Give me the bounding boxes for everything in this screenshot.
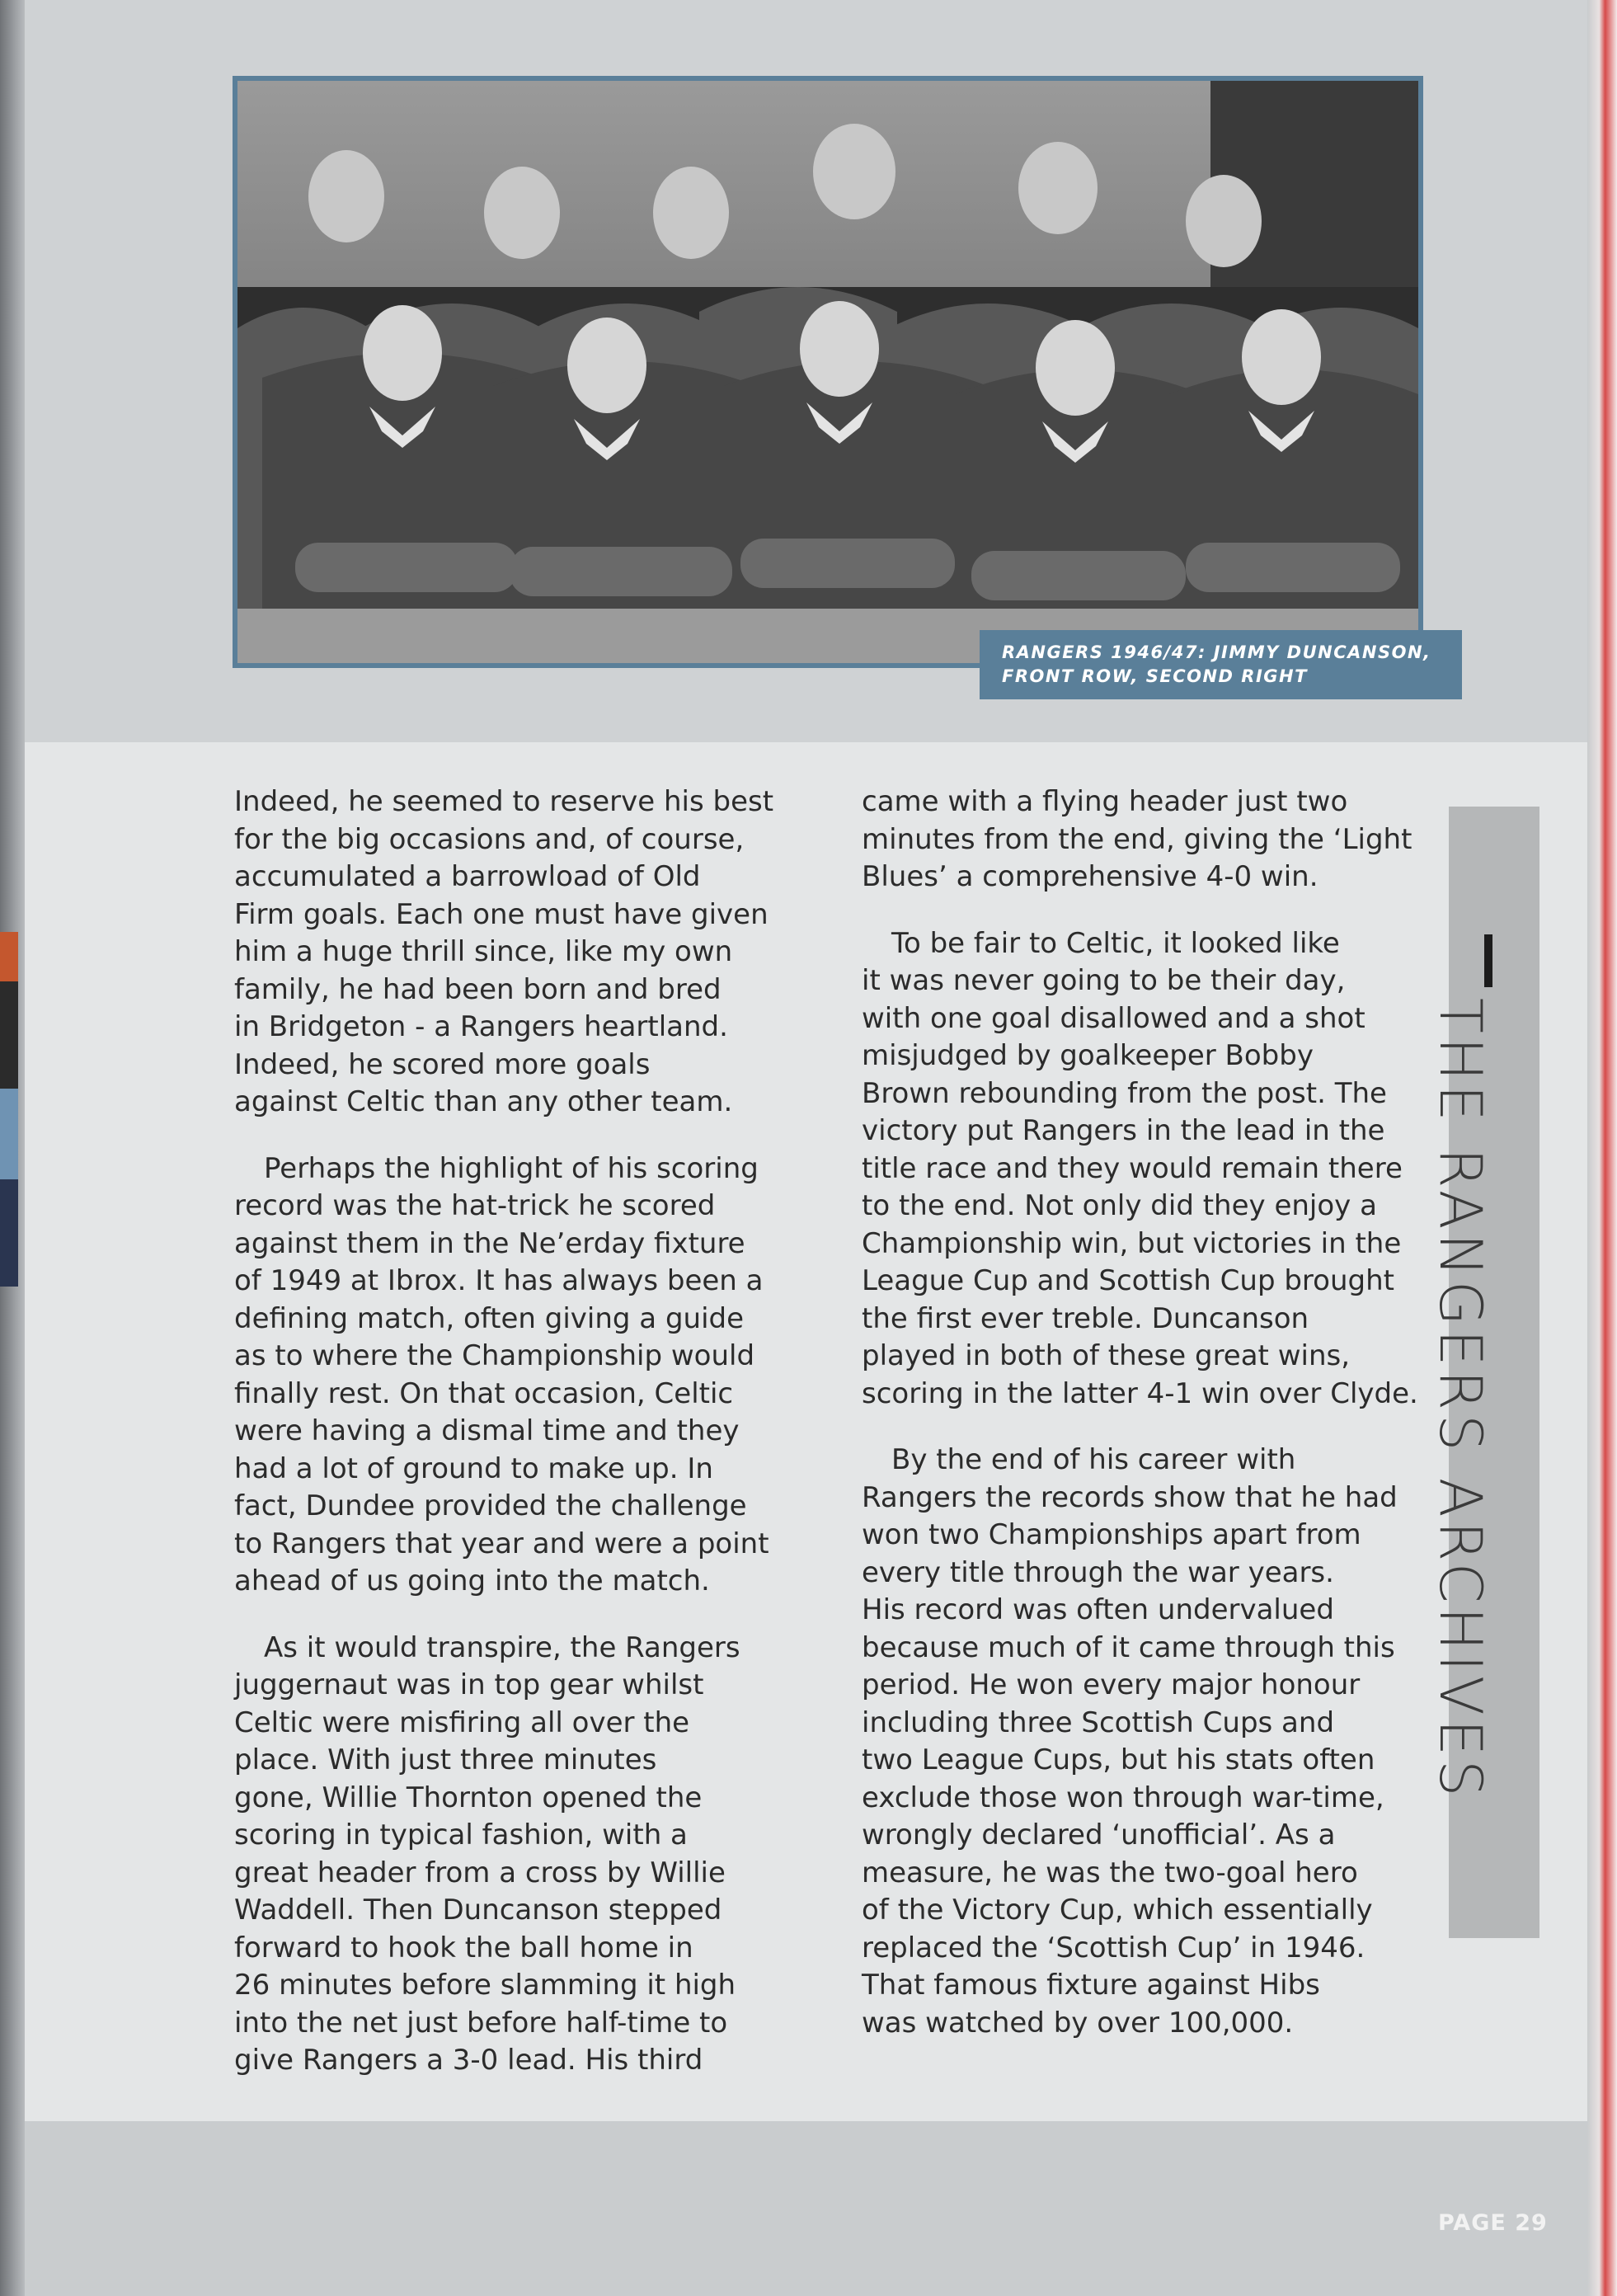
paragraph <box>862 925 1439 1414</box>
paragraph <box>862 1442 1439 2042</box>
text-line: accumulated a barrowload of Old <box>234 860 701 893</box>
photo-caption-line: RANGERS 1946/47: JIMMY DUNCANSON, <box>1002 642 1431 662</box>
team-photo <box>233 76 1423 668</box>
text-line: Firm goals. Each one must have given <box>234 897 769 931</box>
text-line: give Rangers a 3-0 lead. His third <box>234 2044 703 2077</box>
text-line: Waddell. Then Duncanson stepped <box>234 1894 722 1927</box>
text-line: scoring in typical fashion, with a <box>234 1818 688 1851</box>
paragraph <box>234 1630 811 2080</box>
text-line: measure, he was the two-goal hero <box>862 1856 1358 1889</box>
text-line: Blues’ a comprehensive 4-0 win. <box>862 860 1319 893</box>
text-line: for the big occasions and, of course, <box>234 822 745 856</box>
text-line: family, he had been born and bred <box>234 972 722 1006</box>
text-line: were having a dismal time and they <box>234 1414 740 1447</box>
text-line: misjudged by goalkeeper Bobby <box>862 1039 1314 1072</box>
text-line: every title through the war years. <box>862 1555 1334 1589</box>
paragraph <box>234 783 811 1122</box>
gutter-color-strip <box>0 1179 18 1287</box>
text-line: His record was often undervalued <box>862 1593 1334 1626</box>
left-text-column <box>234 783 811 2109</box>
text-line: Indeed, he seemed to reserve his best <box>234 785 774 818</box>
text-line: against them in the Ne’erday fixture <box>234 1226 745 1260</box>
text-line: Indeed, he scored more goals <box>234 1047 651 1081</box>
team-photo-image <box>237 81 1418 663</box>
text-line: Brown rebounding from the post. The <box>862 1076 1387 1110</box>
text-line: League Cup and Scottish Cup brought <box>862 1264 1394 1297</box>
page-gutter <box>0 0 25 2296</box>
text-line: That famous fixture against Hibs <box>862 1969 1320 2002</box>
photo-caption <box>980 630 1462 699</box>
text-line: forward to hook the ball home in <box>234 1931 693 1964</box>
text-line: gone, Willie Thornton opened the <box>234 1781 703 1814</box>
text-line: came with a flying header just two <box>862 785 1348 818</box>
text-line: To be fair to Celtic, it looked like <box>891 926 1340 960</box>
text-line: him a huge thrill since, like my own <box>234 935 733 968</box>
text-line: By the end of his career with <box>891 1443 1296 1476</box>
text-line: played in both of these great wins, <box>862 1339 1351 1372</box>
text-line: of the Victory Cup, which essentially <box>862 1894 1373 1927</box>
text-line: great header from a cross by Willie <box>234 1856 726 1889</box>
text-line: won two Championships apart from <box>862 1518 1361 1551</box>
text-line: victory put Rangers in the lead in the <box>862 1114 1385 1147</box>
text-line: 26 minutes before slamming it high <box>234 1969 736 2002</box>
page-edge <box>1587 0 1617 2296</box>
text-line: As it would transpire, the Rangers <box>264 1630 740 1664</box>
text-line: ahead of us going into the match. <box>234 1564 710 1597</box>
text-line: against Celtic than any other team. <box>234 1085 733 1118</box>
text-line: as to where the Championship would <box>234 1339 755 1372</box>
text-line: minutes from the end, giving the ‘Light <box>862 822 1413 856</box>
text-line: it was never going to be their day, <box>862 964 1346 997</box>
photo-caption-line: FRONT ROW, SECOND RIGHT <box>1002 666 1308 686</box>
paragraph <box>862 783 1439 896</box>
text-line: the first ever treble. Duncanson <box>862 1301 1309 1335</box>
text-line: with one goal disallowed and a shot <box>862 1001 1366 1035</box>
text-line: fact, Dundee provided the challenge <box>234 1489 747 1522</box>
right-text-column <box>862 783 1439 2071</box>
text-line: into the net just before half-time to <box>234 2006 728 2040</box>
gutter-color-strip <box>0 981 18 1089</box>
text-line: defining match, often giving a guide <box>234 1301 745 1335</box>
footer-band <box>25 2121 1587 2296</box>
text-line: because much of it came through this <box>862 1630 1395 1664</box>
text-line: exclude those won through war-time, <box>862 1781 1384 1814</box>
text-line: two League Cups, but his stats often <box>862 1743 1375 1776</box>
text-line: finally rest. On that occasion, Celtic <box>234 1376 734 1410</box>
text-line: including three Scottish Cups and <box>862 1706 1335 1739</box>
text-line: title race and they would remain there <box>862 1151 1403 1185</box>
text-line: juggernaut was in top gear whilst <box>234 1668 704 1701</box>
text-line: had a lot of ground to make up. In <box>234 1451 713 1485</box>
text-line: Rangers the records show that he had <box>862 1480 1398 1514</box>
text-line: record was the hat-trick he scored <box>234 1189 716 1222</box>
text-line: period. He won every major honour <box>862 1668 1361 1701</box>
gutter-color-strip <box>0 932 18 981</box>
text-line: Celtic were misfiring all over the <box>234 1706 690 1739</box>
text-line: scoring in the latter 4-1 win over Clyde. <box>862 1376 1418 1410</box>
text-line: was watched by over 100,000. <box>862 2006 1294 2040</box>
text-line: wrongly declared ‘unofficial’. As a <box>862 1818 1336 1851</box>
text-line: place. With just three minutes <box>234 1743 657 1776</box>
text-line: to Rangers that year and were a point <box>234 1527 769 1560</box>
text-line: in Bridgeton - a Rangers heartland. <box>234 1010 728 1043</box>
section-title: THE RANGERS ARCHIVES <box>1427 998 1494 1801</box>
text-line: replaced the ‘Scottish Cup’ in 1946. <box>862 1931 1366 1964</box>
text-line: Perhaps the highlight of his scoring <box>264 1151 759 1185</box>
section-tab-marker <box>1484 934 1492 987</box>
text-line: to the end. Not only did they enjoy a <box>862 1189 1377 1222</box>
gutter-color-strip <box>0 1089 18 1179</box>
paragraph <box>234 1150 811 1601</box>
page-number: PAGE 29 <box>1438 2210 1548 2236</box>
text-line: of 1949 at Ibrox. It has always been a <box>234 1264 764 1297</box>
text-line: Championship win, but victories in the <box>862 1226 1402 1260</box>
